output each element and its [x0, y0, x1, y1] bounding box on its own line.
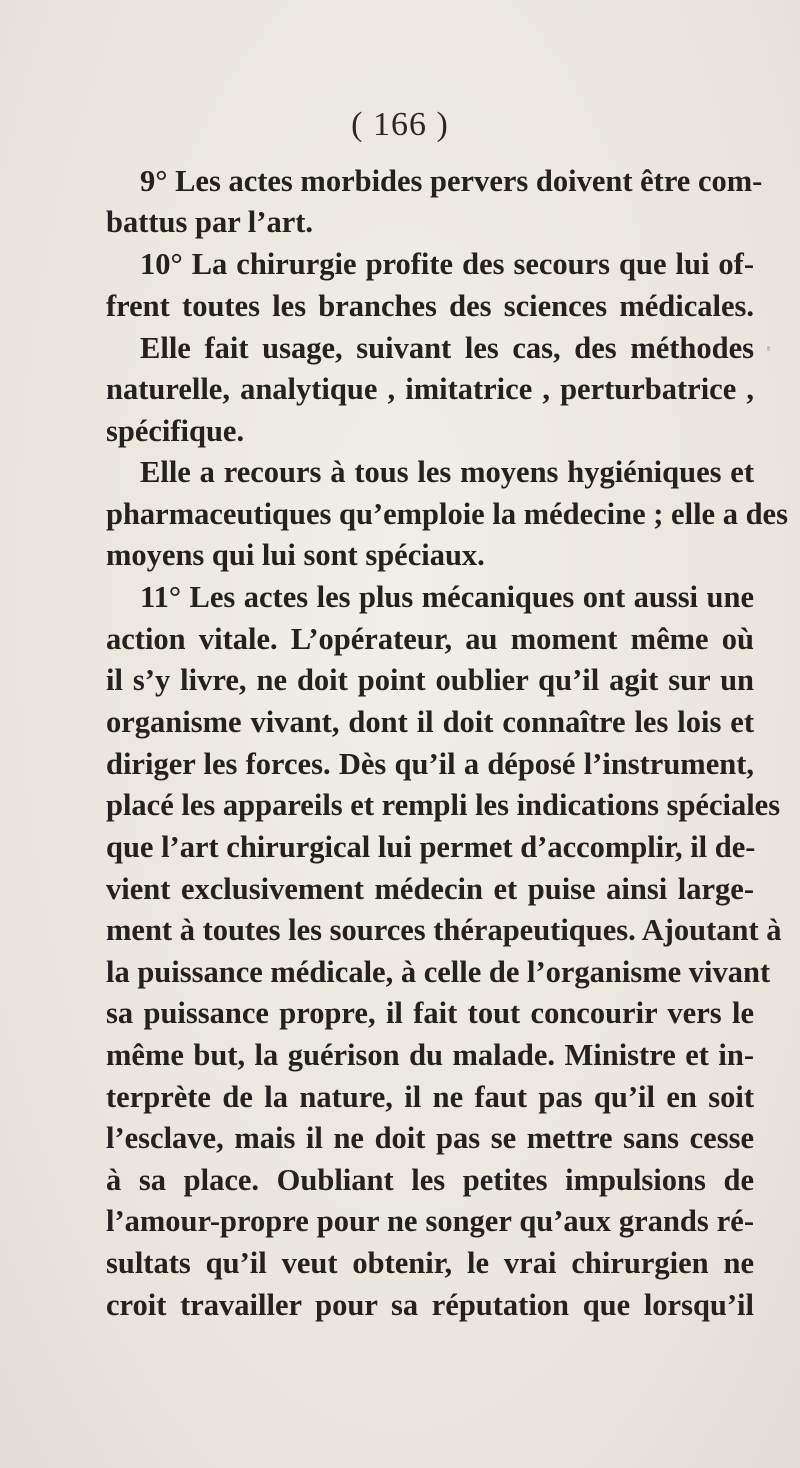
page-number: ( 166 ): [351, 106, 449, 143]
text-line: même but, la guérison du malade. Ministre et in-: [106, 1038, 754, 1072]
paper-speck: [767, 346, 770, 351]
text-line: ment à toutes les sources thérapeutiques. Ajoutant à: [106, 913, 782, 947]
text-line: 9° Les actes morbides pervers doivent être com-: [140, 164, 763, 198]
text-line: spécifique.: [106, 414, 245, 448]
text-line: sultats qu’il veut obtenir, le vrai chirurgien ne: [106, 1246, 754, 1280]
text-line: pharmaceutiques qu’emploie la médecine ; elle a des: [106, 497, 788, 531]
text-line: terprète de la nature, il ne faut pas qu’il en soit: [106, 1080, 754, 1114]
text-line: l’esclave, mais il ne doit pas se mettre sans cesse: [106, 1121, 754, 1155]
text-line: action vitale. L’opérateur, au moment même où: [106, 622, 754, 656]
text-line: frent toutes les branches des sciences médicales.: [106, 289, 754, 323]
text-line: Elle fait usage, suivant les cas, des méthodes: [140, 331, 754, 365]
text-line: à sa place. Oubliant les petites impulsions de: [106, 1163, 754, 1197]
text-line: il s’y livre, ne doit point oublier qu’il agit sur un: [106, 663, 754, 697]
text-line: vient exclusivement médecin et puise ainsi large-: [106, 872, 754, 906]
text-line: la puissance médicale, à celle de l’organisme vivant: [106, 955, 771, 989]
text-line: l’amour-propre pour ne songer qu’aux grands ré-: [106, 1204, 754, 1238]
text-line: 11° Les actes les plus mécaniques ont aussi une: [140, 580, 754, 614]
text-line: naturelle, analytique , imitatrice , perturbatrice ,: [106, 372, 754, 406]
text-line: 10° La chirurgie profite des secours que lui of-: [140, 247, 754, 281]
text-line: Elle a recours à tous les moyens hygiéniques et: [140, 455, 754, 489]
text-line: diriger les forces. Dès qu’il a déposé l’instrument,: [106, 747, 754, 781]
text-line: sa puissance propre, il fait tout concourir vers le: [106, 996, 754, 1030]
text-line: croit travailler pour sa réputation que lorsqu’il: [106, 1288, 754, 1322]
text-line: placé les appareils et rempli les indications spéciales: [106, 788, 781, 822]
text-line: que l’art chirurgical lui permet d’accomplir, il de-: [106, 830, 756, 864]
text-line: battus par l’art.: [106, 205, 314, 239]
text-line: moyens qui lui sont spéciaux.: [106, 538, 485, 572]
text-line: organisme vivant, dont il doit connaître les lois et: [106, 705, 754, 739]
